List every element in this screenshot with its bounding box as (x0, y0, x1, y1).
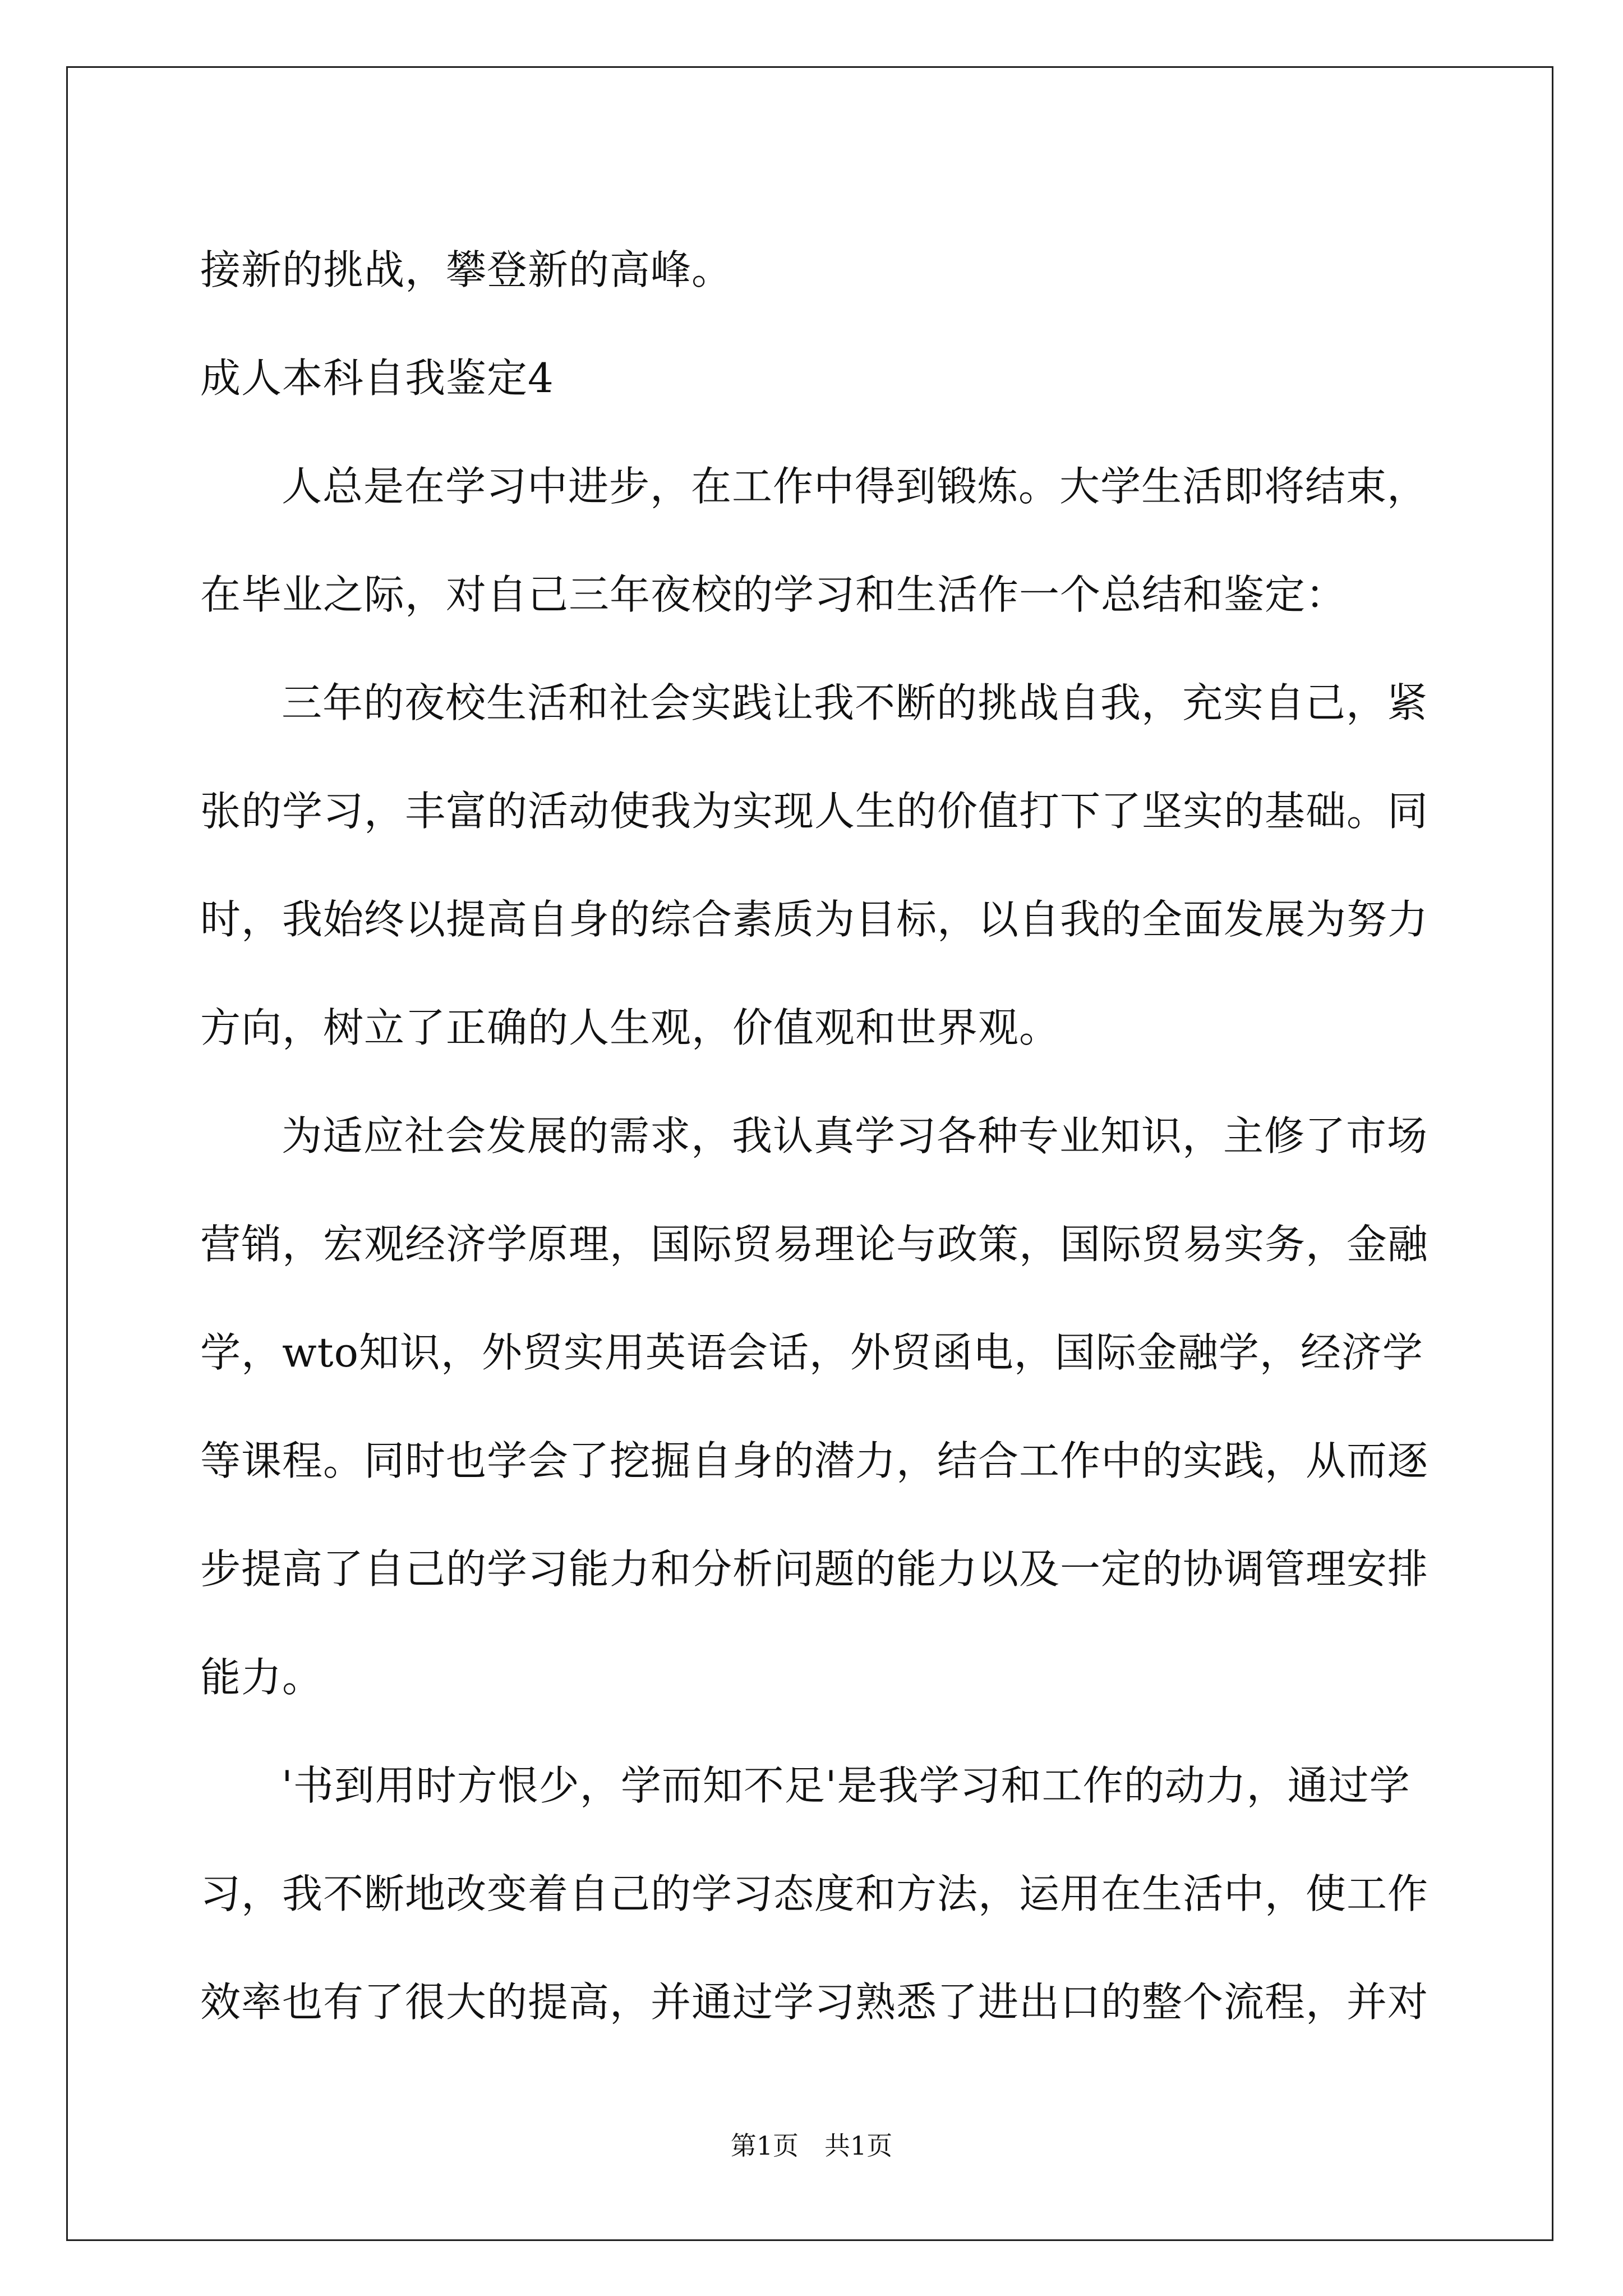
paragraph-line: 在毕业之际，对自己三年夜校的学习和生活作一个总结和鉴定： (200, 571, 1347, 618)
document-body (200, 216, 1429, 2056)
paragraph-3 (200, 1082, 1429, 1732)
paragraph-1 (200, 432, 1428, 649)
paragraph-line: 营销，宏观经济学原理，国际贸易理论与政策，国际贸易实务，金融 (200, 1221, 1429, 1268)
paragraph-line: '书到用时方恨少，学而知不足'是我学习和工作的动力，通过学 (282, 1762, 1410, 1809)
paragraph-2 (200, 649, 1429, 1082)
paragraph-line: 方向，树立了正确的人生观，价值观和世界观。 (200, 1004, 1061, 1051)
paragraph-line: 等课程。同时也学会了挖掘自身的潜力，结合工作中的实践，从而逐 (200, 1437, 1429, 1484)
paragraph-line: 习，我不断地改变着自己的学习态度和方法，运用在生活中，使工作 (200, 1870, 1429, 1917)
paragraph-line: 时，我始终以提高自身的综合素质为目标，以自我的全面发展为努力 (200, 896, 1429, 943)
paragraph-line: 效率也有了很大的提高，并通过学习熟悉了进出口的整个流程，并对 (200, 1978, 1429, 2026)
paragraph-line: 三年的夜校生活和社会实践让我不断的挑战自我，充实自己，紧 (282, 679, 1428, 726)
intro-line: 接新的挑战，攀登新的高峰。 (200, 246, 733, 293)
paragraph-line: 能力。 (200, 1654, 324, 1701)
paragraph-line: 学，wto知识，外贸实用英语会话，外贸函电，国际金融学，经济学 (200, 1329, 1423, 1376)
paragraph-line: 为适应社会发展的需求，我认真学习各种专业知识，主修了市场 (282, 1112, 1428, 1159)
page-footer: 第1页 共1页 (730, 2131, 893, 2161)
paragraph-line: 张的学习，丰富的活动使我为实现人生的价值打下了坚实的基础。同 (200, 788, 1429, 835)
paragraph-line: 步提高了自己的学习能力和分析问题的能力以及一定的协调管理安排 (200, 1545, 1429, 1593)
paragraph-4 (200, 1732, 1429, 2056)
paragraph-line: 人总是在学习中进步，在工作中得到锻炼。大学生活即将结束， (282, 463, 1428, 510)
section-title: 成人本科自我鉴定4 (200, 355, 554, 402)
